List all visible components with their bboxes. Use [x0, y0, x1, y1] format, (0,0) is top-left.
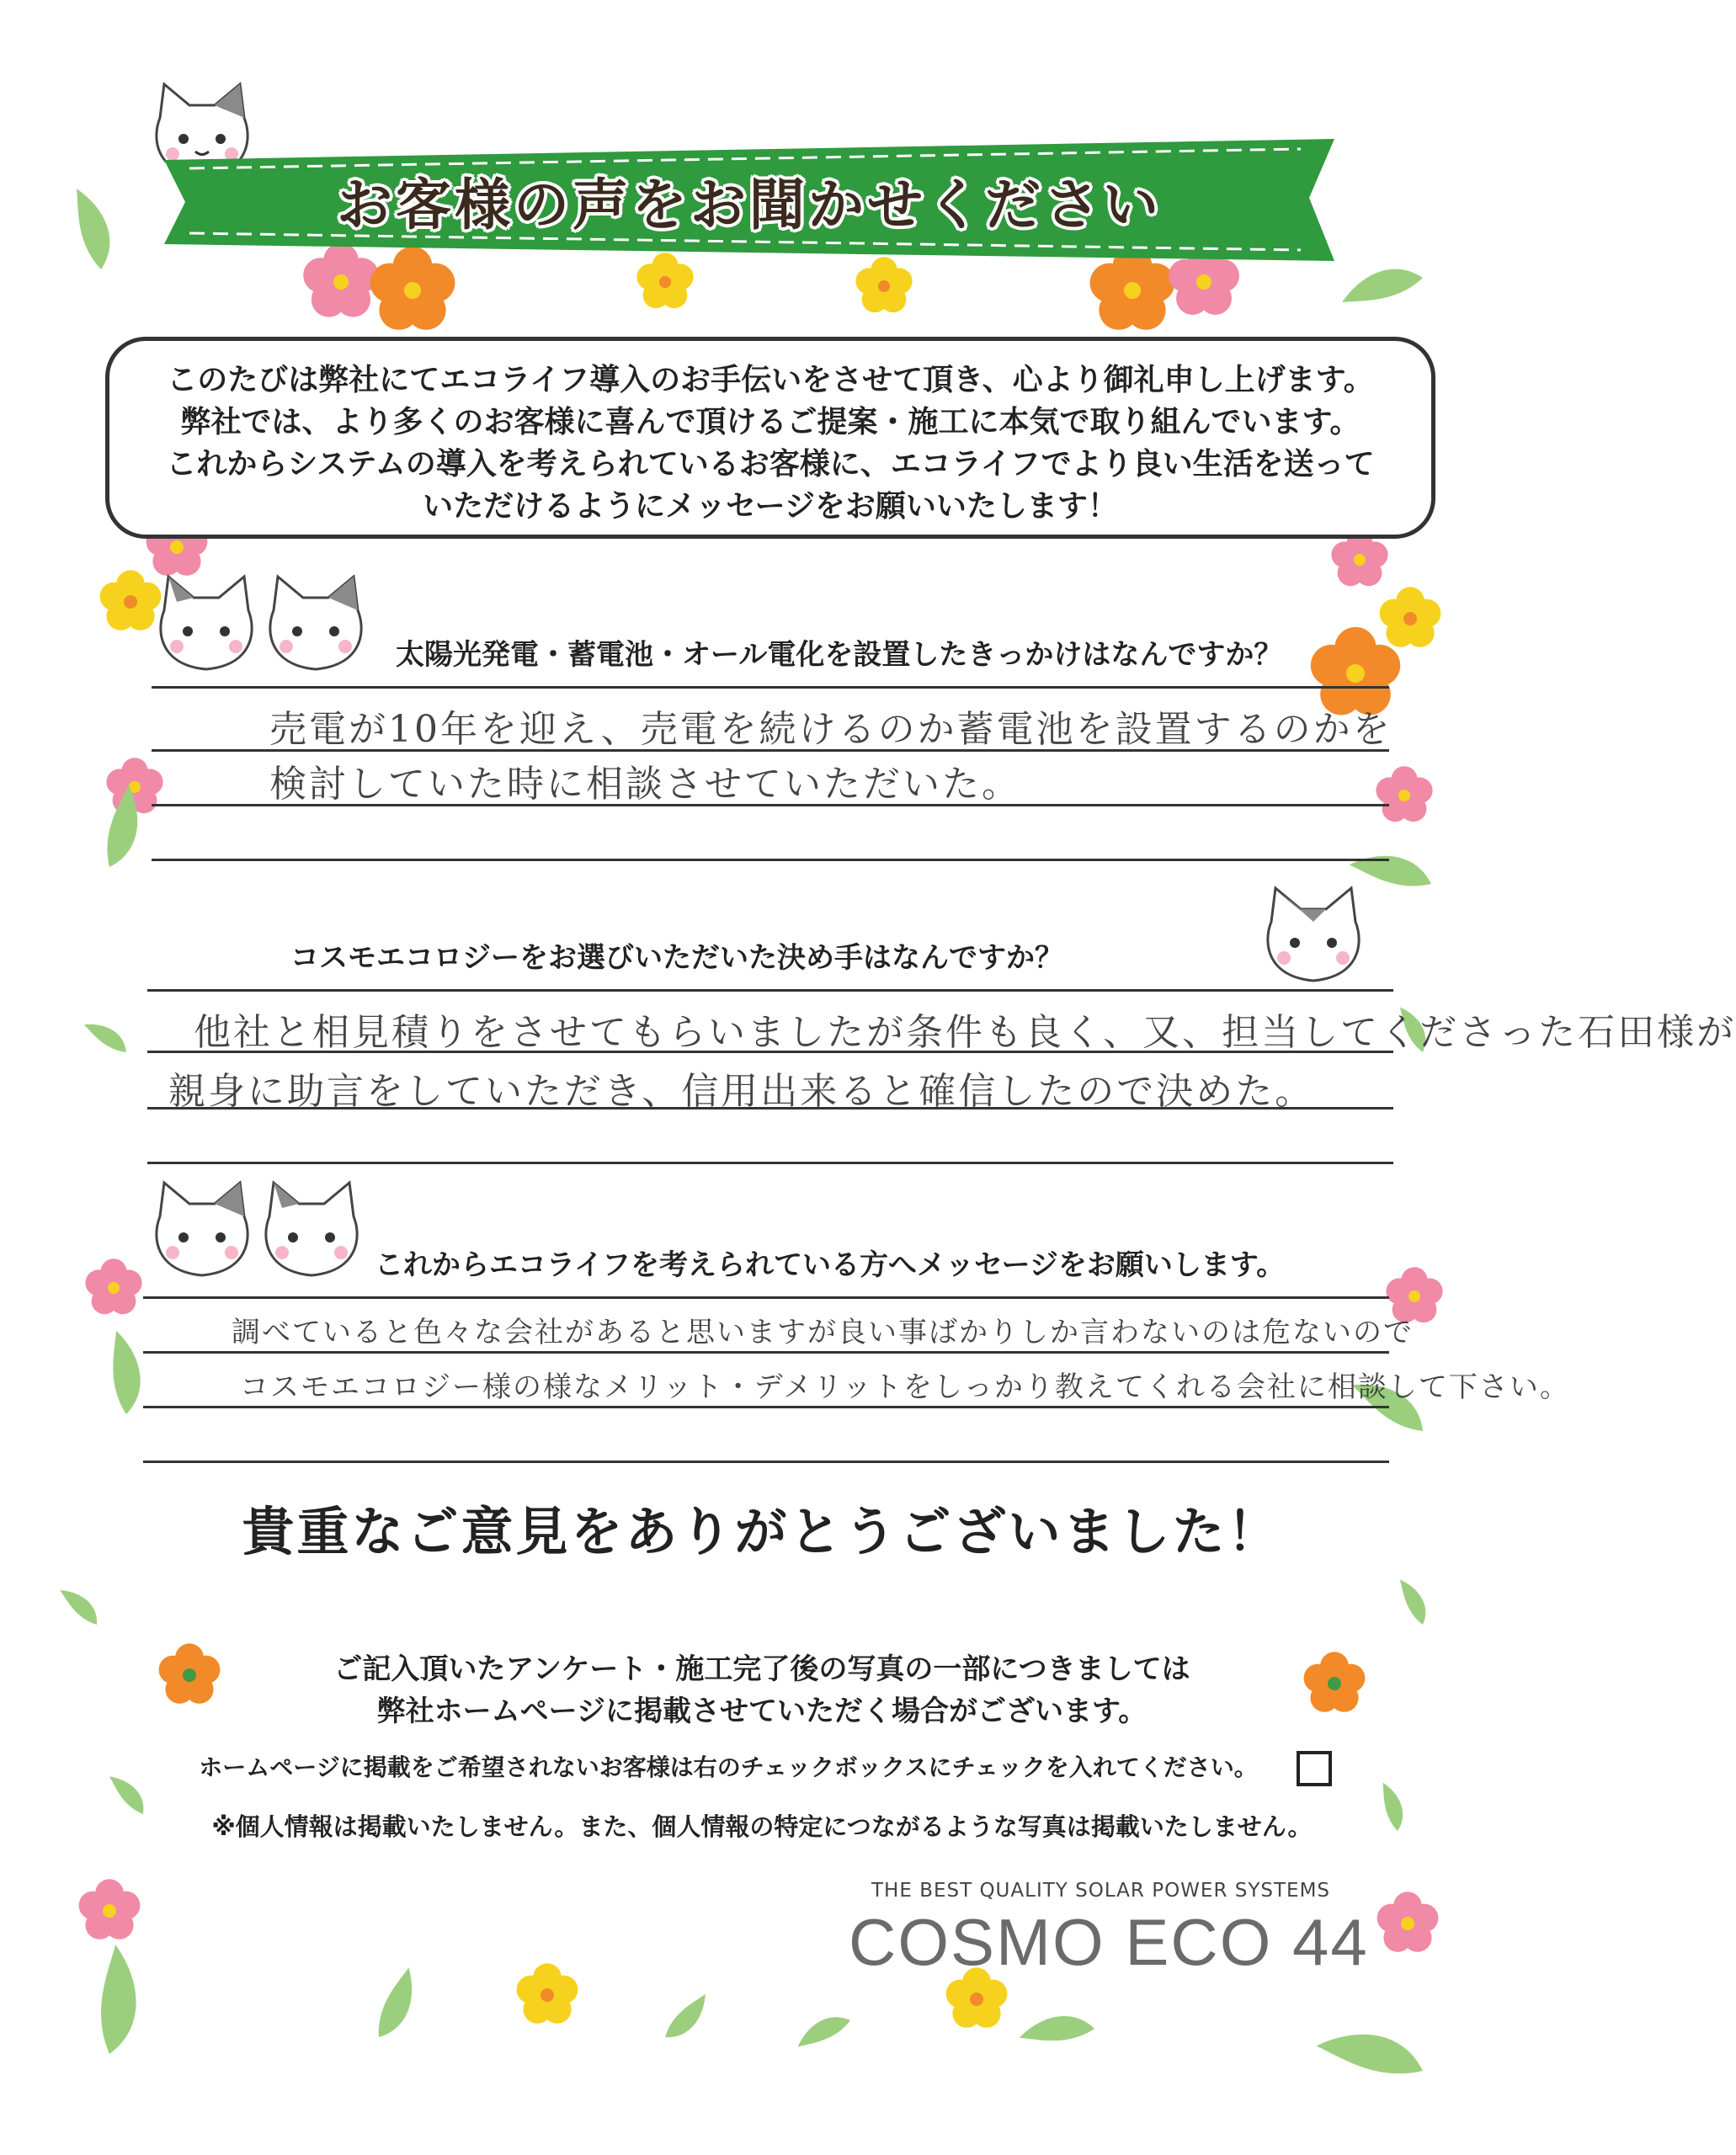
leaf-icon — [1316, 2003, 1424, 2113]
company-logo: COSMO ECO 44 — [849, 1905, 1369, 1979]
flower-icon — [85, 1258, 141, 1314]
notice-line: ご記入頂いたアンケート・施工完了後の写真の一部につきましては — [333, 1652, 1190, 1686]
leaf-icon — [54, 189, 126, 269]
cat-mascot-icon — [152, 572, 379, 682]
answer-line — [152, 804, 1389, 806]
intro-line: 弊社では、より多くのお客様に喜んで頂けるご提案・施工に本気で取り組んでいます。 — [180, 405, 1361, 439]
answer-line — [143, 1296, 1389, 1299]
page-title: お客様の声をお聞かせください — [337, 173, 1162, 237]
answer-text: コスモエコロジー様の様なメリット・デメリットをしっかり教えてくれる会社に相談して下さい。 — [240, 1370, 1570, 1404]
answer-line — [147, 1107, 1393, 1109]
flower-icon — [855, 257, 912, 312]
leaf-icon — [83, 1331, 162, 1415]
intro-line: これからシステムの導入を考えられているお客様に、エコライフでより良い生活を送って — [166, 447, 1375, 482]
answer-line — [143, 1461, 1389, 1463]
leaf-icon — [60, 1585, 98, 1631]
flower-icon — [1380, 587, 1441, 647]
notice-line: 弊社ホームページに掲載させていただく場合がございます。 — [376, 1695, 1148, 1728]
title-banner — [164, 139, 1334, 261]
leaf-icon — [84, 1014, 127, 1062]
answer-line — [152, 859, 1389, 861]
intro-line: このたびは弊社にてエコライフ導入のお手伝いをさせて頂き、心より御礼申し上げます。 — [167, 363, 1374, 397]
thanks-heading: 貴重なご意見をありがとうございました！ — [242, 1501, 1282, 1562]
answer-line — [143, 1351, 1389, 1354]
leaf-icon — [59, 1945, 168, 2055]
logo-tagline: THE BEST QUALITY SOLAR POWER SYSTEMS — [871, 1880, 1331, 1902]
question-label: 太陽光発電・蓄電池・オール電化を設置したきっかけはなんですか？ — [396, 638, 1283, 672]
answer-line — [147, 989, 1393, 992]
no-publish-checkbox[interactable] — [1297, 1751, 1332, 1786]
checkbox-label: ホームページに掲載をご希望されないお客様は右のチェックボックスにチェックを入れてください。 — [199, 1753, 1258, 1781]
flower-icon — [636, 253, 693, 308]
leaf-icon — [1393, 1579, 1431, 1625]
question-label: コスモエコロジーをお選びいただいた決め手はなんですか？ — [290, 941, 1063, 975]
leaf-icon — [798, 2011, 851, 2055]
answer-text: 売電が10年を迎え、売電を続けるのか蓄電池を設置するのかを — [269, 708, 1393, 751]
answer-line — [143, 1406, 1389, 1408]
answer-text: 検討していた時に相談させていただいた。 — [269, 763, 1021, 806]
answer-text: 親身に助言をしていただき、信用出来ると確信したので決めた。 — [168, 1070, 1315, 1113]
leaf-icon — [659, 1994, 712, 2038]
answer-line — [147, 1162, 1393, 1164]
answer-text: 他社と相見積りをさせてもらいましたが条件も良く、又、担当してくださった石田様が — [194, 1011, 1736, 1054]
privacy-note: ※個人情報は掲載いたしません。また、個人情報の特定につながるような写真は掲載いたしません。 — [211, 1812, 1313, 1841]
leaf-icon — [1020, 1997, 1095, 2067]
flower-icon — [1377, 1892, 1439, 1952]
intro-box — [105, 337, 1435, 539]
flower-icon — [517, 1963, 578, 2024]
answer-text: 調べていると色々な会社があると思いますが良い事ばかりしか言わないのは危ないので — [232, 1316, 1414, 1349]
flower-icon — [79, 1879, 141, 1940]
cat-mascot-icon — [1254, 884, 1372, 993]
cat-mascot-icon — [147, 1179, 375, 1288]
leaf-icon — [356, 1967, 432, 2038]
flower-icon — [1331, 530, 1387, 586]
answer-line — [147, 1051, 1393, 1053]
answer-line — [152, 749, 1389, 752]
answer-line — [152, 686, 1389, 689]
question-label: これからエコライフを考えられている方へメッセージをお願いします。 — [375, 1248, 1286, 1282]
flower-icon — [1376, 766, 1432, 822]
intro-line: いただけるようにメッセージをお願いいたします！ — [423, 489, 1118, 524]
leaf-icon — [1342, 253, 1423, 326]
